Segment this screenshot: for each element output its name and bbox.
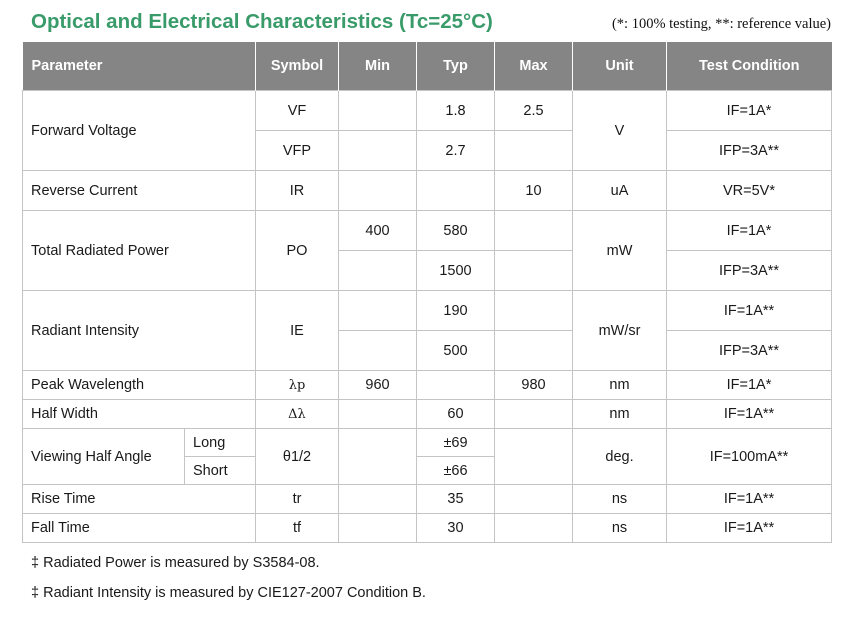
typ-cell: 190 bbox=[417, 291, 495, 331]
table-row bbox=[23, 211, 832, 251]
unit-cell: deg. bbox=[573, 429, 667, 485]
header-unit: Unit bbox=[573, 42, 667, 91]
max-cell bbox=[495, 331, 573, 371]
min-cell bbox=[339, 91, 417, 131]
condition-cell: IF=1A** bbox=[667, 485, 832, 514]
testing-note: (*: 100% testing, **: reference value) bbox=[611, 16, 831, 32]
min-cell bbox=[339, 400, 417, 429]
condition-cell: IF=1A** bbox=[667, 400, 832, 429]
condition-cell: IF=100mA** bbox=[667, 429, 832, 485]
page-title: Optical and Electrical Characteristics (Tc=25°C) bbox=[31, 10, 493, 33]
typ-cell: 60 bbox=[417, 400, 495, 429]
unit-cell: nm bbox=[573, 371, 667, 400]
typ-cell bbox=[417, 371, 495, 400]
min-cell bbox=[339, 131, 417, 171]
typ-cell: 500 bbox=[417, 331, 495, 371]
param-radiant-intensity: Radiant Intensity bbox=[23, 291, 256, 371]
max-cell: 10 bbox=[495, 171, 573, 211]
max-cell bbox=[495, 485, 573, 514]
condition-cell: IF=1A** bbox=[667, 514, 832, 543]
symbol-cell: PO bbox=[256, 211, 339, 291]
max-cell bbox=[495, 131, 573, 171]
symbol-cell: θ1/2 bbox=[256, 429, 339, 485]
sub-param-short: Short bbox=[185, 457, 256, 485]
min-cell: 960 bbox=[339, 371, 417, 400]
max-cell bbox=[495, 251, 573, 291]
table-row bbox=[23, 371, 832, 400]
condition-cell: IF=1A* bbox=[667, 371, 832, 400]
max-cell bbox=[495, 291, 573, 331]
typ-cell bbox=[417, 171, 495, 211]
unit-cell: ns bbox=[573, 514, 667, 543]
unit-cell: V bbox=[573, 91, 667, 171]
header-parameter: Parameter bbox=[23, 42, 256, 91]
param-viewing-half-angle: Viewing Half Angle bbox=[23, 429, 185, 485]
max-cell bbox=[495, 429, 573, 485]
condition-cell: IFP=3A** bbox=[667, 251, 832, 291]
param-total-radiated-power: Total Radiated Power bbox=[23, 211, 256, 291]
unit-cell: ns bbox=[573, 485, 667, 514]
symbol-cell: IE bbox=[256, 291, 339, 371]
typ-cell: 580 bbox=[417, 211, 495, 251]
param-fall-time: Fall Time bbox=[23, 514, 256, 543]
table-row bbox=[23, 91, 832, 131]
typ-cell: ±66 bbox=[417, 457, 495, 485]
param-reverse-current: Reverse Current bbox=[23, 171, 256, 211]
typ-cell: 1.8 bbox=[417, 91, 495, 131]
unit-cell: nm bbox=[573, 400, 667, 429]
symbol-cell: tf bbox=[256, 514, 339, 543]
symbol-cell: Δλ bbox=[256, 400, 339, 429]
min-cell bbox=[339, 485, 417, 514]
min-cell bbox=[339, 331, 417, 371]
table-row bbox=[23, 400, 832, 429]
max-cell bbox=[495, 514, 573, 543]
max-cell: 2.5 bbox=[495, 91, 573, 131]
condition-cell: IFP=3A** bbox=[667, 331, 832, 371]
symbol-cell: tr bbox=[256, 485, 339, 514]
typ-cell: 2.7 bbox=[417, 131, 495, 171]
symbol-cell: VF bbox=[256, 91, 339, 131]
footnote-radiant-intensity: ‡ Radiant Intensity is measured by CIE127-2007 Condition B. bbox=[31, 585, 426, 601]
table-row bbox=[23, 429, 832, 457]
symbol-cell: VFP bbox=[256, 131, 339, 171]
min-cell bbox=[339, 251, 417, 291]
min-cell bbox=[339, 429, 417, 485]
footnote-radiated-power: ‡ Radiated Power is measured by S3584-08. bbox=[31, 555, 320, 571]
symbol-cell: λp bbox=[256, 371, 339, 400]
symbol-cell: IR bbox=[256, 171, 339, 211]
unit-cell: uA bbox=[573, 171, 667, 211]
condition-cell: VR=5V* bbox=[667, 171, 832, 211]
condition-cell: IFP=3A** bbox=[667, 131, 832, 171]
typ-cell: 1500 bbox=[417, 251, 495, 291]
min-cell: 400 bbox=[339, 211, 417, 251]
sub-param-long: Long bbox=[185, 429, 256, 457]
header-test-condition: Test Condition bbox=[667, 42, 832, 91]
table-row bbox=[23, 291, 832, 331]
param-peak-wavelength: Peak Wavelength bbox=[23, 371, 256, 400]
unit-cell: mW bbox=[573, 211, 667, 291]
table-row bbox=[23, 485, 832, 514]
header-max: Max bbox=[495, 42, 573, 91]
param-forward-voltage: Forward Voltage bbox=[23, 91, 256, 171]
max-cell bbox=[495, 400, 573, 429]
condition-cell: IF=1A* bbox=[667, 211, 832, 251]
header-row bbox=[23, 42, 832, 91]
min-cell bbox=[339, 514, 417, 543]
min-cell bbox=[339, 171, 417, 211]
min-cell bbox=[339, 291, 417, 331]
max-cell: 980 bbox=[495, 371, 573, 400]
param-half-width: Half Width bbox=[23, 400, 256, 429]
characteristics-table bbox=[22, 42, 832, 543]
header-typ: Typ bbox=[417, 42, 495, 91]
typ-cell: ±69 bbox=[417, 429, 495, 457]
param-rise-time: Rise Time bbox=[23, 485, 256, 514]
header-symbol: Symbol bbox=[256, 42, 339, 91]
header-min: Min bbox=[339, 42, 417, 91]
table-row bbox=[23, 171, 832, 211]
max-cell bbox=[495, 211, 573, 251]
condition-cell: IF=1A** bbox=[667, 291, 832, 331]
table-row bbox=[23, 514, 832, 543]
typ-cell: 35 bbox=[417, 485, 495, 514]
condition-cell: IF=1A* bbox=[667, 91, 832, 131]
unit-cell: mW/sr bbox=[573, 291, 667, 371]
typ-cell: 30 bbox=[417, 514, 495, 543]
